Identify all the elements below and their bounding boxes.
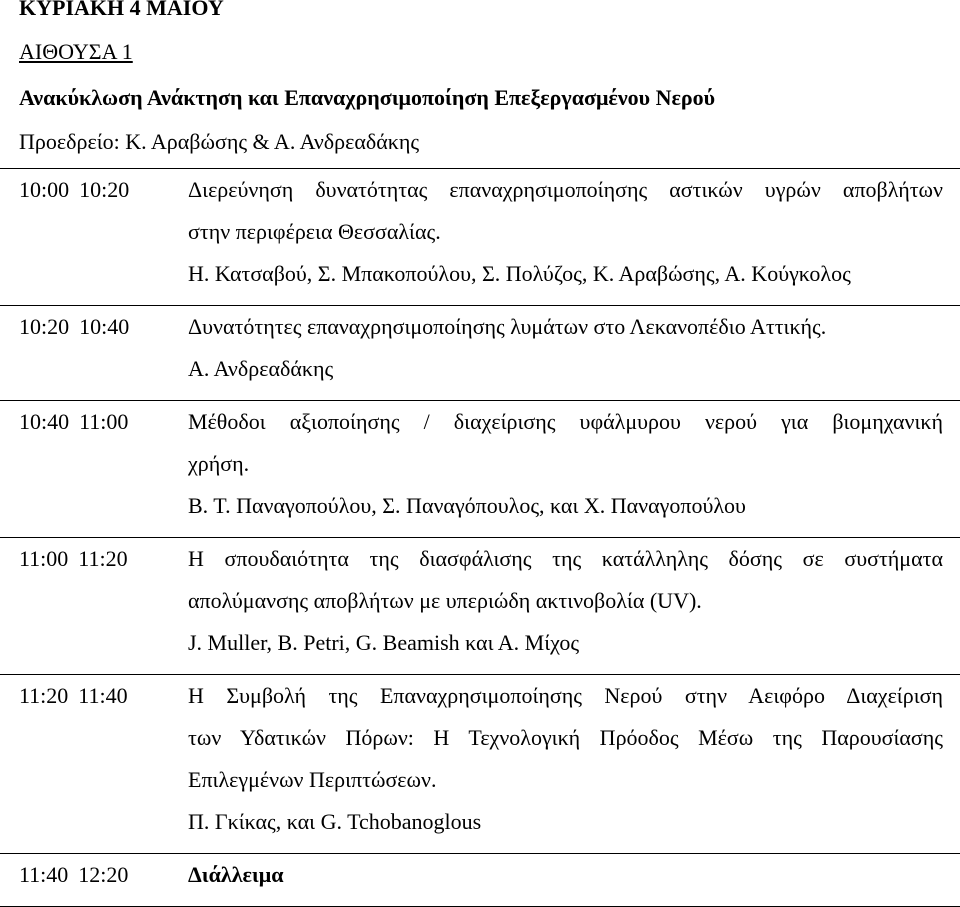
time-slot: [0, 854, 188, 907]
session-title: Ανακύκλωση Ανάκτηση και Επαναχρησιμοποίηση Επεξεργασμένου Νερού: [19, 85, 716, 110]
talk-title-line: Η Συμβολή της Επαναχρησιμοποίησης Νερού στην Αειφόρο Διαχείριση: [188, 683, 943, 708]
start-time: 11:00: [19, 546, 69, 571]
end-time: 11:20: [78, 546, 128, 571]
schedule-table: [0, 168, 960, 907]
talk-authors: Β. Τ. Παναγοπούλου, Σ. Παναγόπουλος, και Χ. Παναγοπούλου: [188, 493, 746, 518]
talk-title-line: Δυνατότητες επαναχρησιμοποίησης λυμάτων στο Λεκανοπέδιο Αττικής.: [188, 314, 827, 339]
talk-authors: J. Muller, B. Petri, G. Beamish και Α. Μίχος: [188, 630, 580, 655]
end-time: 11:40: [78, 683, 128, 708]
time-slot: [0, 401, 188, 538]
time-slot: [0, 538, 188, 675]
talk-authors: Η. Κατσαβού, Σ. Μπακοπούλου, Σ. Πολύζος, Κ. Αραβώσης, Α. Κούγκολος: [188, 261, 851, 286]
schedule-row: [0, 854, 960, 907]
end-time: 12:20: [78, 862, 129, 887]
talk-cell: [188, 675, 960, 854]
schedule-row: [0, 401, 960, 538]
start-time: 11:40: [19, 862, 69, 887]
start-time: 10:00: [19, 177, 70, 202]
talk-title-line: Διερεύνηση δυνατότητας επαναχρησιμοποίησης αστικών υγρών αποβλήτων: [188, 177, 943, 202]
schedule-row: [0, 169, 960, 306]
end-time: 10:40: [79, 314, 130, 339]
talk-authors: Π. Γκίκας, και G. Tchobanoglous: [188, 809, 482, 834]
schedule-row: [0, 306, 960, 401]
talk-title-line: Επιλεγμένων Περιπτώσεων.: [188, 767, 437, 792]
end-time: 11:00: [79, 409, 129, 434]
break-cell: [188, 854, 960, 907]
start-time: 10:40: [19, 409, 70, 434]
schedule-row: [0, 675, 960, 854]
schedule-row: [0, 538, 960, 675]
talk-cell: [188, 401, 960, 538]
day-heading: ΚΥΡΙΑΚΗ 4 ΜΑΙΟΥ: [19, 0, 224, 20]
end-time: 10:20: [79, 177, 130, 202]
talk-cell: [188, 306, 960, 401]
time-slot: [0, 306, 188, 401]
room-heading: ΑΙΘΟΥΣΑ 1: [19, 39, 133, 64]
start-time: 10:20: [19, 314, 70, 339]
time-slot: [0, 675, 188, 854]
talk-title-line: χρήση.: [188, 451, 250, 476]
talk-authors: Α. Ανδρεαδάκης: [188, 356, 334, 381]
session-chairs: Προεδρείο: Κ. Αραβώσης & Α. Ανδρεαδάκης: [19, 129, 420, 154]
talk-cell: [188, 169, 960, 306]
time-slot: [0, 169, 188, 306]
talk-title-line: Η σπουδαιότητα της διασφάλισης της κατάλληλης δόσης σε συστήματα: [188, 546, 943, 571]
talk-title-line: απολύμανσης αποβλήτων με υπεριώδη ακτινοβολία (UV).: [188, 588, 702, 613]
talk-title-line: Μέθοδοι αξιοποίησης / διαχείρισης υφάλμυρου νερού για βιομηχανική: [188, 409, 943, 434]
start-time: 11:20: [19, 683, 69, 708]
break-label: Διάλλειμα: [188, 862, 284, 887]
talk-cell: [188, 538, 960, 675]
talk-title-line: στην περιφέρεια Θεσσαλίας.: [188, 219, 441, 244]
talk-title-line: των Υδατικών Πόρων: Η Τεχνολογική Πρόοδος Μέσω της Παρουσίασης: [188, 725, 943, 750]
